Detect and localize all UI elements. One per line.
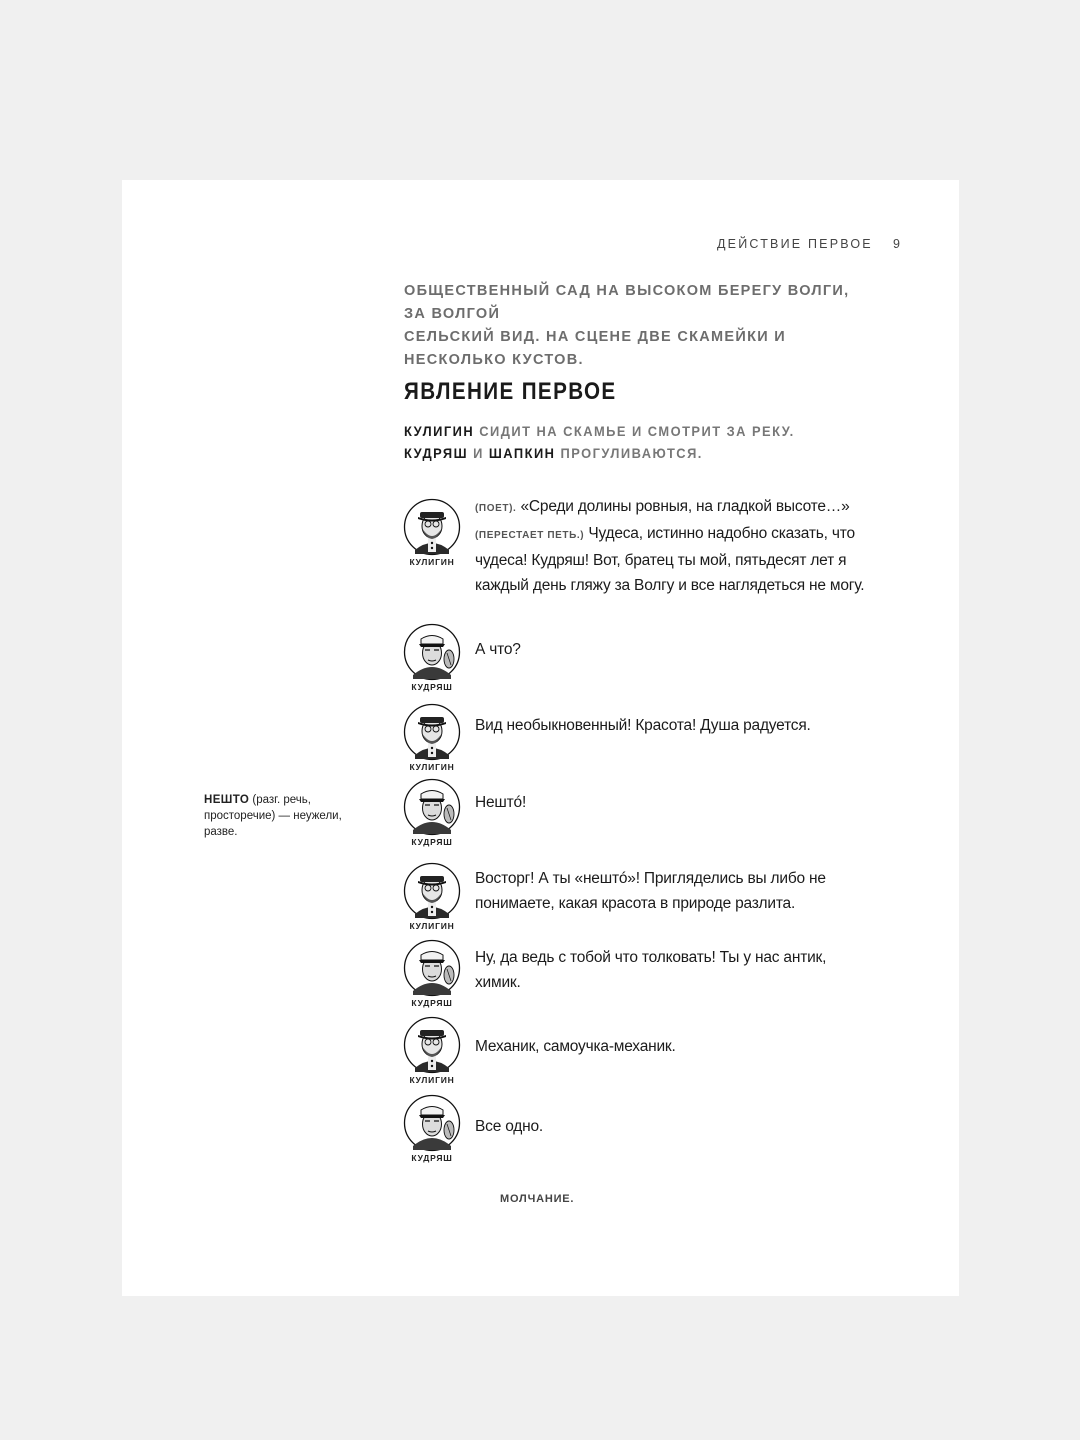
scene-setting — [404, 280, 874, 372]
speaker-name: КУЛИГИН — [409, 1075, 455, 1085]
spoken-text: Все одно. — [475, 1118, 544, 1135]
character-name: КУДРЯШ — [404, 445, 469, 461]
scene-title: ЯВЛЕНИЕ ПЕРВОЕ — [404, 378, 617, 405]
replica-text — [475, 637, 867, 662]
portrait-icon — [403, 1016, 461, 1074]
replica-text — [475, 1114, 867, 1139]
spoken-text: А что? — [475, 641, 521, 658]
replica-text — [475, 866, 867, 916]
spoken-text: Нештó! — [475, 794, 527, 811]
spoken-text: Ну, да ведь с тобой что толковать! Ты у нас антик, химик. — [475, 949, 827, 991]
stage-direction — [404, 445, 864, 461]
character-portrait — [402, 939, 462, 1008]
replica-text — [475, 713, 867, 738]
closing-stage-direction: МОЛЧАНИЕ. — [500, 1193, 575, 1205]
setting-line: СЕЛЬСКИЙ ВИД. НА СЦЕНЕ ДВЕ СКАМЕЙКИ И НЕСКОЛЬКО КУСТОВ. — [404, 329, 787, 368]
speaker-name: КУДРЯШ — [411, 998, 453, 1008]
stage-direction-text: СИДИТ НА СКАМЬЕ И СМОТРИТ ЗА РЕКУ. — [474, 423, 795, 439]
song-quote: «Среди долины ровныя, на гладкой высоте…» — [516, 498, 850, 515]
character-name: КУЛИГИН — [404, 423, 475, 439]
stage-remark: (ПОЕТ). — [475, 503, 517, 514]
replica-text — [475, 945, 867, 995]
gloss-term: НЕШТО — [204, 794, 250, 806]
spoken-text: Вид необыкновенный! Красота! Душа радуется. — [475, 717, 811, 734]
stage-remark: (ПЕРЕСТАЕТ ПЕТЬ.) — [475, 530, 585, 541]
portrait-icon — [403, 1094, 461, 1152]
speaker-name: КУЛИГИН — [409, 762, 455, 772]
speaker-name: КУДРЯШ — [411, 837, 453, 847]
replica-text — [475, 1034, 867, 1059]
character-portrait — [402, 778, 462, 847]
portrait-icon — [403, 703, 461, 761]
margin-gloss — [204, 792, 364, 840]
character-portrait — [402, 623, 462, 692]
spoken-text: Механик, самоучка-механик. — [475, 1038, 676, 1055]
gloss-definition: (разг. речь, просторечие) — неужели, разве. — [204, 794, 342, 838]
stage-direction — [404, 423, 864, 439]
character-portrait — [402, 703, 462, 772]
running-head: ДЕЙСТВИЕ ПЕРВОЕ — [717, 237, 873, 251]
character-portrait — [402, 1016, 462, 1085]
speaker-name: КУДРЯШ — [411, 1153, 453, 1163]
character-portrait — [402, 862, 462, 931]
page-number: 9 — [893, 237, 900, 251]
portrait-icon — [403, 498, 461, 556]
character-name: ШАПКИН — [488, 445, 556, 461]
character-portrait — [402, 498, 462, 567]
spoken-text: Восторг! А ты «нештó»! Пригляделись вы либо не понимаете, какая красота в природе разлита. — [475, 870, 826, 912]
stage-direction-text: И — [468, 445, 489, 461]
speaker-name: КУДРЯШ — [411, 682, 453, 692]
stage-direction-text: ПРОГУЛИВАЮТСЯ. — [555, 445, 703, 461]
portrait-icon — [403, 623, 461, 681]
portrait-icon — [403, 939, 461, 997]
replica-text — [475, 790, 867, 815]
spoken-text: Чудеса, истинно надобно сказать, что чудеса! Кудряш! Вот, братец ты мой, пятьдесят лет я каждый день гляжу за Волгу и все наглядеться не могу. — [475, 525, 865, 594]
setting-line: ОБЩЕСТВЕННЫЙ САД НА ВЫСОКОМ БЕРЕГУ ВОЛГИ, ЗА ВОЛГОЙ — [404, 283, 850, 322]
portrait-icon — [403, 862, 461, 920]
replica-text — [475, 494, 867, 598]
speaker-name: КУЛИГИН — [409, 921, 455, 931]
speaker-name: КУЛИГИН — [409, 557, 455, 567]
character-portrait — [402, 1094, 462, 1163]
portrait-icon — [403, 778, 461, 836]
